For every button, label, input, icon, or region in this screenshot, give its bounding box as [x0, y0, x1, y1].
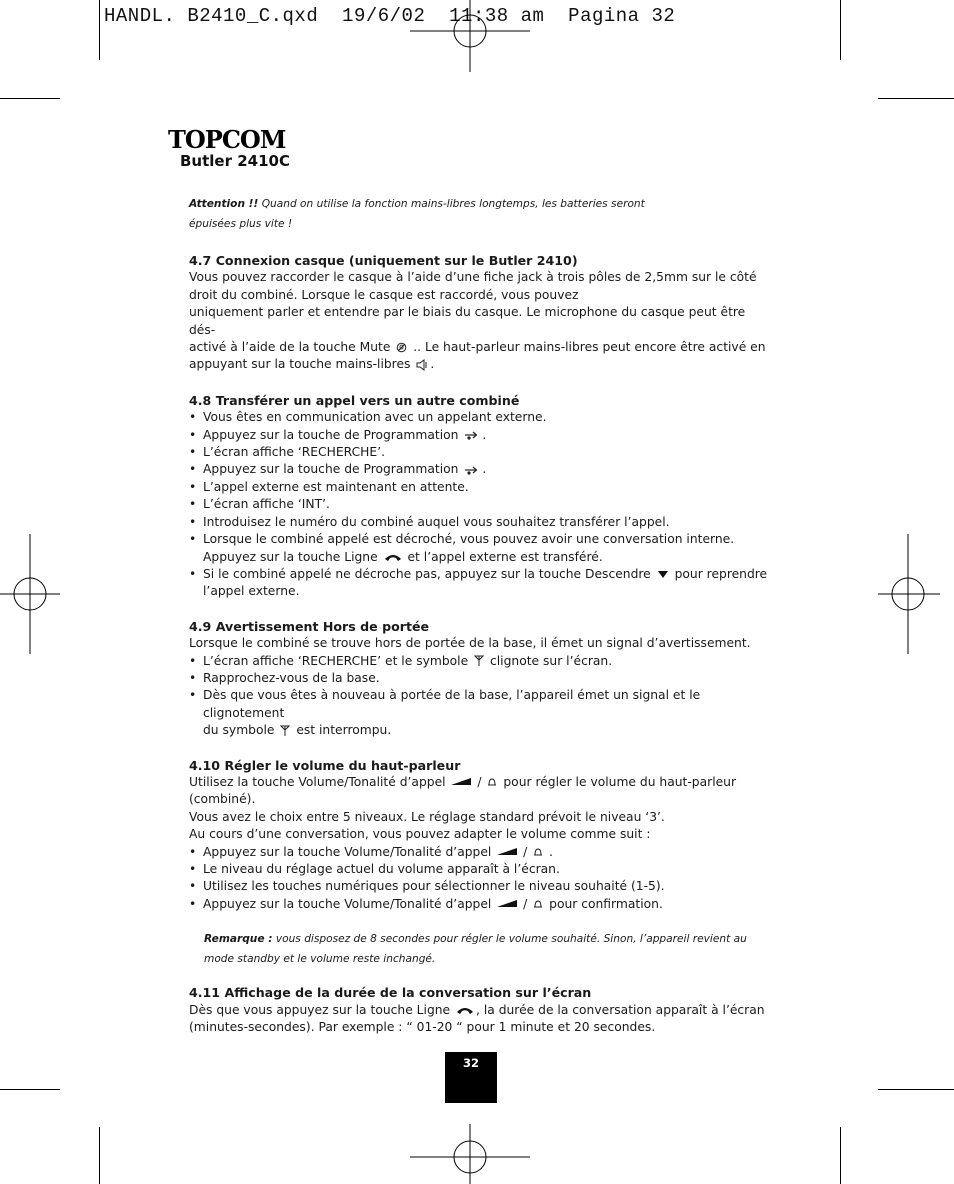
- section-title-4-9: 4.9 Avertissement Hors de portée: [189, 618, 430, 634]
- section-title-4-11: 4.11 Affichage de la durée de la conversation sur l’écran: [189, 985, 592, 1001]
- section-title-4-8: 4.8 Transférer un appel vers un autre combiné: [189, 392, 520, 408]
- print-slug: HANDL. B2410_C.qxd 19/6/02 11:38 am Pagina 32: [104, 5, 676, 27]
- list-item: • Appuyez sur la touche de Programmation .: [189, 427, 774, 444]
- bullet-list: [189, 409, 774, 600]
- bullet-list: [189, 653, 774, 740]
- list-item: • Rapprochez-vous de la base.: [189, 670, 774, 687]
- list-item: • Le niveau du réglage actuel du volume apparaît à l’écran.: [189, 861, 774, 878]
- bullet-list: [189, 844, 774, 914]
- programming-key-icon: [464, 430, 480, 440]
- volume-icon: [497, 900, 517, 908]
- list-item: • Appuyez sur la touche Volume/Tonalité d’appel / .: [189, 844, 774, 861]
- page-number: 32: [445, 1052, 497, 1103]
- list-item: • Vous êtes en communication avec un appelant externe.: [189, 409, 774, 426]
- registration-mark-left: [0, 534, 60, 654]
- mute-icon: [396, 342, 407, 353]
- line-key-icon: [456, 1006, 474, 1015]
- speaker-icon: [416, 359, 428, 371]
- crop-mark: [878, 1089, 954, 1090]
- volume-icon: [497, 848, 517, 856]
- crop-mark: [99, 1127, 100, 1184]
- remark-label: Remarque :: [204, 933, 273, 946]
- model-name: Butler 2410C: [180, 152, 290, 170]
- crop-mark: [0, 1089, 60, 1090]
- line-key-icon: [384, 553, 402, 562]
- section-title-4-10: 4.10 Régler le volume du haut-parleur: [189, 757, 461, 773]
- bell-icon: [533, 899, 543, 910]
- paragraph: Lorsque le combiné se trouve hors de portée de la base, il émet un signal d’avertissement.: [189, 636, 751, 651]
- crop-mark: [99, 0, 100, 60]
- bell-icon: [533, 847, 543, 858]
- remark-note: Remarque : vous disposez de 8 secondes pour régler le volume souhaité. Sinon, l’appareil revient au mode standby et le volume reste inchangé.: [204, 933, 747, 965]
- down-arrow-icon: [657, 570, 669, 579]
- list-item: • Utilisez les touches numériques pour sélectionner le niveau souhaité (1-5).: [189, 878, 774, 895]
- logo-text: TOPCOM: [168, 127, 286, 151]
- list-item: • L’écran affiche ‘INT’.: [189, 496, 774, 513]
- manual-content: [189, 195, 774, 1036]
- list-item: • Introduisez le numéro du combiné auquel vous souhaitez transférer l’appel.: [189, 514, 774, 531]
- list-item: • L’écran affiche ‘RECHERCHE’.: [189, 444, 774, 461]
- paragraph: Dès que vous appuyez sur la touche Ligne , la durée de la conversation apparaît à l’écran (minutes-secondes). Par exemple : “ 01-20 “ pour 1 minute et 20 secondes.: [189, 1002, 765, 1035]
- list-item: • Dès que vous êtes à nouveau à portée de la base, l’appareil émet un signal et le clignotement du symbole est interrompu.: [189, 687, 774, 739]
- crop-mark: [840, 1127, 841, 1184]
- antenna-icon: [280, 725, 290, 737]
- crop-mark: [0, 98, 60, 99]
- registration-mark-top: [410, 0, 530, 72]
- paragraph: Vous pouvez raccorder le casque à l’aide d’une fiche jack à trois pôles de 2,5mm sur le côté droit du combiné. Lorsque le casque est raccordé, vous pouvez uniquement parler et entendre par le biais du casque. Le microphone du casque peut être dés- activé à l’aide de la touche Mute .. Le haut-parleur mains-libres peut encore être activé en appuyant sur la touche mains-libres .: [189, 270, 766, 372]
- list-item: • L’écran affiche ‘RECHERCHE’ et le symbole clignote sur l’écran.: [189, 653, 774, 670]
- section-title-4-7: 4.7 Connexion casque (uniquement sur le Butler 2410): [189, 253, 578, 268]
- volume-icon: [451, 778, 471, 786]
- list-item: • L’appel externe est maintenant en attente.: [189, 479, 774, 496]
- registration-mark-bottom: [410, 1124, 530, 1184]
- crop-mark: [878, 98, 954, 99]
- attention-label: Attention !!: [189, 198, 259, 210]
- list-item: • Appuyez sur la touche Volume/Tonalité d’appel / pour confirmation.: [189, 896, 774, 913]
- list-item: • Appuyez sur la touche de Programmation .: [189, 461, 774, 478]
- bell-icon: [487, 777, 497, 788]
- list-item: • Lorsque le combiné appelé est décroché, vous pouvez avoir une conversation interne. Appuyez sur la touche Ligne et l’appel externe est transféré.: [189, 531, 774, 566]
- programming-key-icon: [464, 465, 480, 475]
- crop-mark: [840, 0, 841, 60]
- topcom-logo: [168, 127, 286, 155]
- registration-mark-right: [878, 534, 940, 654]
- attention-note: Attention !! Quand on utilise la fonction mains-libres longtemps, les batteries seront épuisées plus vite !: [189, 198, 645, 230]
- list-item: • Si le combiné appelé ne décroche pas, appuyez sur la touche Descendre pour reprendre l’appel externe.: [189, 566, 774, 601]
- antenna-icon: [474, 655, 484, 667]
- paragraph: Utilisez la touche Volume/Tonalité d’appel / pour régler le volume du haut-parleur (combiné). Vous avez le choix entre 5 niveaux. Le réglage standard prévoit le niveau ‘3’. Au cours d’une conversation, vous pouvez adapter le volume comme suit :: [189, 774, 737, 842]
